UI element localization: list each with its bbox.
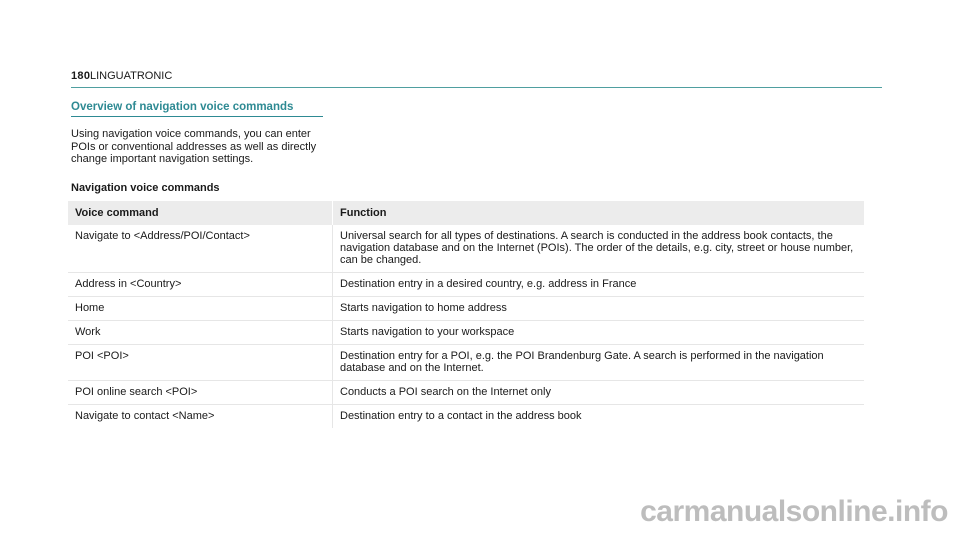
page-number: 180	[71, 70, 91, 82]
function-cell: Universal search for all types of destinations. A search is conducted in the address book contacts, the navigation database and on the Internet (POIs). The order of the details, e.g. city, street or house number, can be changed.	[333, 225, 865, 273]
voice-command-cell: Address in <Country>	[68, 273, 333, 297]
function-cell: Destination entry in a desired country, e.g. address in France	[333, 273, 865, 297]
voice-command-cell: Home	[68, 297, 333, 321]
voice-command-cell: POI <POI>	[68, 345, 333, 381]
column-header-voice-command: Voice command	[68, 201, 333, 225]
voice-command-cell: Navigate to contact <Name>	[68, 405, 333, 429]
table-row	[68, 225, 864, 273]
watermark: carmanualsonline.info	[640, 495, 948, 528]
voice-command-cell: POI online search <POI>	[68, 381, 333, 405]
section-title: Overview of navigation voice commands	[71, 101, 323, 117]
table-row	[68, 321, 864, 345]
function-cell: Destination entry to a contact in the address book	[340, 410, 582, 422]
table-row	[68, 297, 864, 321]
function-cell: Destination entry for a POI, e.g. the POI Brandenburg Gate. A search is performed in the navigation database and on the Internet.	[333, 345, 865, 381]
column-header-function: Function	[333, 201, 865, 225]
function-cell: Starts navigation to your workspace	[333, 321, 865, 345]
table-row	[68, 273, 864, 297]
chapter-title: LINGUATRONIC	[90, 70, 173, 82]
page-header	[71, 68, 882, 88]
voice-command-cell: Work	[68, 321, 333, 345]
voice-commands-table	[68, 201, 864, 428]
table-row	[68, 405, 864, 429]
table-row	[68, 381, 864, 405]
table-header-row	[68, 201, 864, 225]
table-heading: Navigation voice commands	[71, 182, 220, 194]
intro-text: Using navigation voice commands, you can enter POIs or conventional addresses as well as directly change important navigation settings.	[71, 128, 317, 165]
table-row	[68, 345, 864, 381]
voice-command-cell: Navigate to <Address/POI/Contact>	[68, 225, 333, 273]
function-cell: Starts navigation to home address	[333, 297, 865, 321]
function-cell: Conducts a POI search on the Internet only	[333, 381, 865, 405]
